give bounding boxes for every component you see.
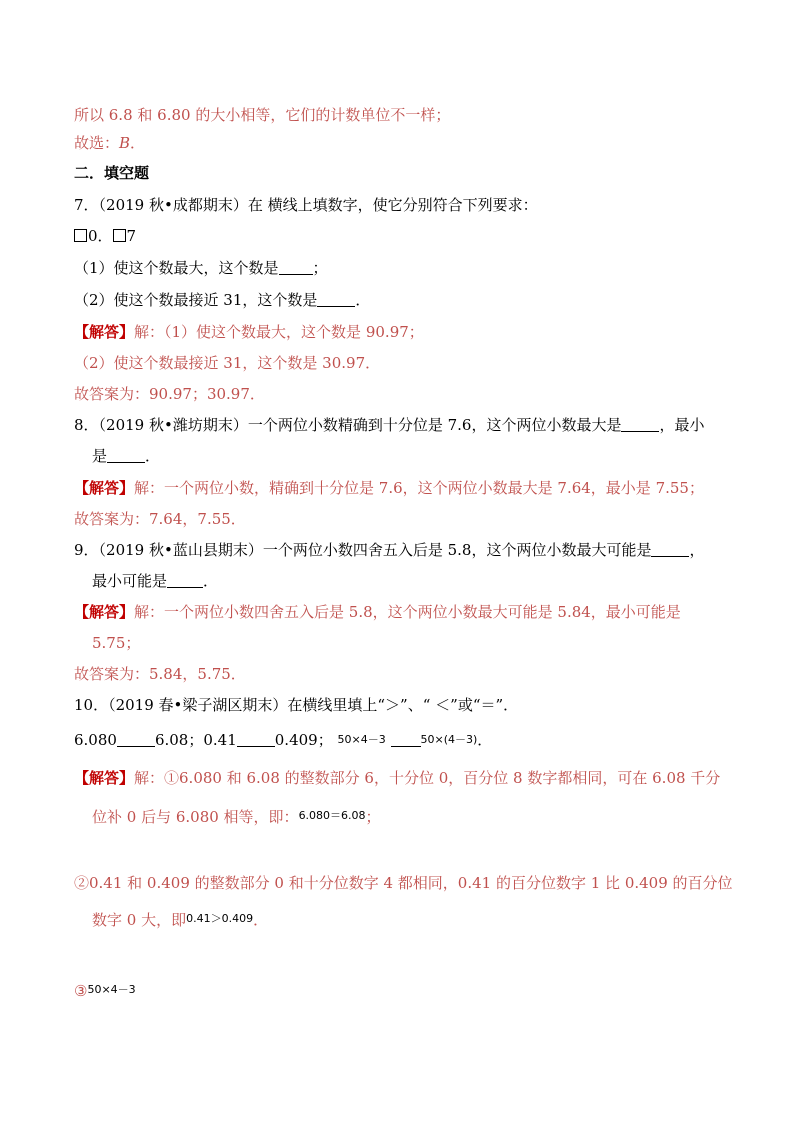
q9-stem-end: ，	[689, 541, 705, 559]
q9-stem-cont-end: ．	[203, 572, 219, 590]
answer-tag: 【解答】	[74, 603, 135, 621]
q10-math-1: 50×4－3	[337, 733, 386, 746]
q8-stem-text: 8．（2019 秋•潍坊期末）一个两位小数精确到十分位是 7.6，这个两位小数最大是	[74, 416, 622, 434]
q7-box-text-2: 7	[126, 227, 137, 245]
q10-answer-1-text: 解：①6.080 和 6.08 的整数部分 6，十分位 0，百分位 8 数字都相同，可在 6.08 千分	[134, 769, 721, 787]
q7-part2	[74, 290, 370, 310]
q9-answer	[74, 602, 681, 622]
q8-stem-cont	[92, 446, 160, 466]
q10-answer-1	[74, 768, 720, 788]
q7-answer-1-value: 90.97	[365, 323, 409, 341]
q7-part1-end: ；	[312, 259, 328, 277]
q10-expr-2: 6.08；0.41	[154, 731, 237, 749]
q10-answer-1-cont-text: 位补 0 后与 6.080 相等，即：	[92, 808, 299, 826]
q10-answer-2-end: ．	[253, 911, 269, 929]
q7-final-answer: 故答案为：90.97；30.97．	[74, 385, 265, 403]
q9-answer-text: 解：一个两位小数四舍五入后是 5.8，这个两位小数最大可能是 5.84，最小可能是	[134, 603, 681, 621]
q9-answer-cont: 5.75；	[92, 634, 141, 652]
digit-box	[113, 229, 126, 242]
q7-stem: 7．（2019 秋•成都期末）在 横线上填数字，使它分别符合下列要求：	[74, 196, 538, 214]
q10-answer-3-marker: ③	[74, 982, 88, 1000]
q8-stem-text-2: ，最小	[659, 416, 705, 434]
q10-answer-1-cont	[92, 806, 381, 827]
answer-blank[interactable]	[279, 260, 313, 275]
q10-answer-2: ②0.41 和 0.409 的整数部分 0 和十分位数字 4 都相同，0.41 的百分位数字 1 比 0.409 的百分位	[74, 874, 733, 892]
q7-answer-2	[74, 353, 380, 373]
choice-prefix: 故选：	[74, 134, 120, 152]
q7-answer-1-end: ；	[408, 323, 424, 341]
q10-answer-2-cont-text: 数字 0 大，即	[92, 911, 187, 929]
q7-number-template	[74, 226, 136, 246]
choice-line	[74, 133, 145, 153]
q7-part2-text: （2）使这个数最接近 31，这个数是	[74, 291, 318, 309]
answer-blank[interactable]	[237, 732, 275, 747]
q7-part1-text: （1）使这个数最大，这个数是	[74, 259, 279, 277]
q10-math-2: 50×(4－3)	[420, 733, 478, 746]
answer-tag: 【解答】	[74, 479, 135, 497]
answer-tag: 【解答】	[74, 769, 135, 787]
q9-stem-text: 9．（2019 秋•蓝山县期末）一个两位小数四舍五入后是 5.8，这个两位小数最大可能是	[74, 541, 652, 559]
q10-answer-1-math: 6.080＝6.08	[298, 809, 366, 822]
choice-suffix: ．	[130, 134, 146, 152]
answer-blank[interactable]	[391, 732, 421, 747]
q10-stem: 10．（2019 春•梁子湖区期末）在横线里填上“＞”、“ ＜”或“＝”．	[74, 696, 519, 714]
answer-blank[interactable]	[651, 542, 689, 557]
q10-expressions	[74, 730, 492, 750]
q7-answer-2-end: ．	[365, 354, 381, 372]
answer-blank[interactable]	[317, 292, 355, 307]
q7-part2-end: ．	[355, 291, 371, 309]
q8-answer-text: 解：一个两位小数，精确到十分位是 7.6，这个两位小数最大是 7.64，最小是 7.55；	[134, 479, 704, 497]
choice-value: B	[119, 134, 131, 152]
q7-answer-2-value: 30.97	[322, 354, 366, 372]
q7-part1	[74, 258, 328, 278]
q10-answer-3-math: 50×4－3	[87, 983, 136, 996]
q10-answer-2-math: 0.41＞0.409	[186, 912, 254, 925]
q9-stem-cont-text: 最小可能是	[92, 572, 168, 590]
section-title: 二．填空题	[74, 164, 150, 182]
q10-answer-3	[74, 980, 136, 1001]
q7-answer-1	[74, 322, 424, 342]
answer-blank[interactable]	[621, 417, 659, 432]
q8-answer	[74, 478, 704, 498]
q10-answer-2-cont	[92, 909, 268, 930]
answer-blank[interactable]	[167, 573, 203, 588]
q9-stem	[74, 540, 704, 560]
q10-expr-3: 0.409；	[274, 731, 333, 749]
q8-final-answer: 故答案为：7.64，7.55．	[74, 510, 246, 528]
q10-expr-end: ．	[477, 731, 493, 749]
solution-conclusion: 所以 6.8 和 6.80 的大小相等，它们的计数单位不一样；	[74, 106, 451, 124]
q8-stem-cont-text: 是	[92, 447, 108, 465]
q7-answer-2-text: （2）使这个数最接近 31，这个数是	[74, 354, 323, 372]
q10-answer-1-end: ；	[365, 808, 381, 826]
answer-blank[interactable]	[117, 732, 155, 747]
digit-box	[74, 229, 87, 242]
q7-box-text-1: 0．	[88, 227, 113, 245]
q8-stem	[74, 415, 704, 435]
q8-stem-cont-end: ．	[145, 447, 161, 465]
q9-final-answer: 故答案为：5.84，5.75．	[74, 665, 246, 683]
q9-stem-cont	[92, 571, 218, 591]
answer-tag: 【解答】	[74, 323, 135, 341]
answer-blank[interactable]	[107, 448, 145, 463]
q10-expr-1: 6.080	[74, 731, 117, 749]
q7-answer-1-text: 解：（1）使这个数最大，这个数是	[134, 323, 366, 341]
